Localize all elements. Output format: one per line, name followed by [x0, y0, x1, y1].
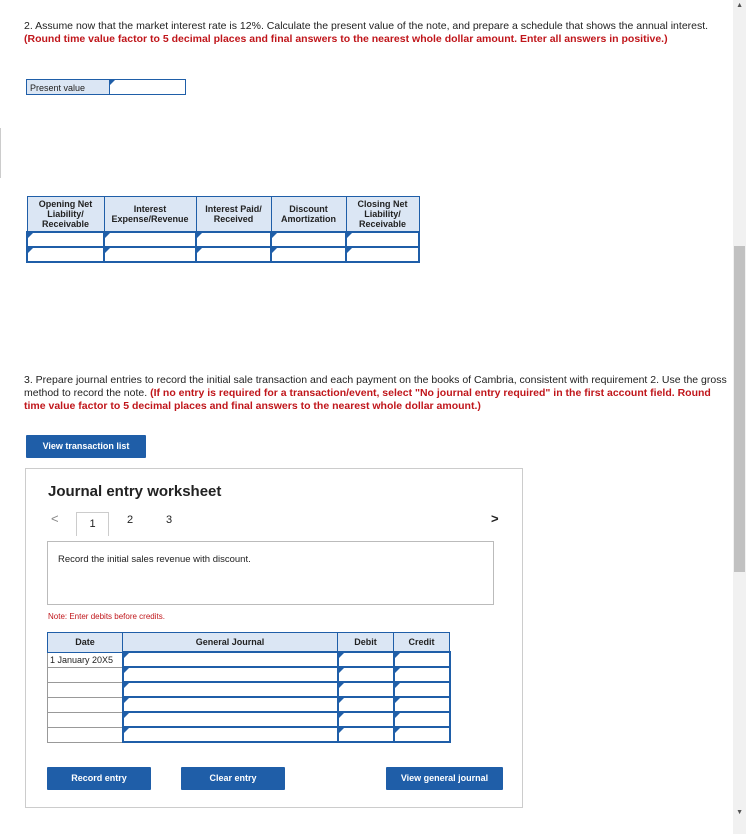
input-marker-icon	[197, 233, 202, 238]
input-marker-icon	[395, 653, 400, 658]
question-3-text: 3. Prepare journal entries to record the initial sale transaction and each payment on the books of Cambria, consistent with requirement 2. Use the gross method to record the note.	[24, 374, 727, 399]
schedule-cell[interactable]	[346, 232, 419, 247]
input-marker-icon	[124, 728, 129, 733]
input-marker-icon	[124, 653, 129, 658]
credit-input[interactable]	[394, 652, 450, 667]
schedule-cell[interactable]	[104, 247, 196, 262]
question-2-instruction: (Round time value factor to 5 decimal places and final answers to the nearest whole dollar amount. Enter all answers in positive.)	[24, 33, 668, 45]
input-marker-icon	[347, 248, 352, 253]
present-value-input[interactable]	[109, 79, 186, 95]
input-marker-icon	[395, 668, 400, 673]
question-3	[24, 374, 729, 413]
page-tab-2[interactable]: 2	[127, 514, 134, 526]
input-marker-icon	[339, 698, 344, 703]
debit-input[interactable]	[338, 682, 394, 697]
schedule-header-discount: Discount Amortization	[271, 197, 346, 233]
prev-page-icon[interactable]: <	[51, 511, 59, 526]
table-row	[48, 652, 450, 667]
vertical-scrollbar[interactable]	[733, 0, 746, 834]
input-marker-icon	[28, 248, 33, 253]
table-row	[48, 697, 450, 712]
schedule-cell[interactable]	[104, 232, 196, 247]
schedule-header-paid: Interest Paid/ Received	[196, 197, 271, 233]
debit-input[interactable]	[338, 697, 394, 712]
scroll-up-icon[interactable]: ▲	[736, 2, 743, 9]
next-page-icon[interactable]: >	[491, 511, 499, 526]
input-marker-icon	[105, 233, 110, 238]
view-general-journal-button[interactable]: View general journal	[386, 767, 503, 790]
input-marker-icon	[339, 713, 344, 718]
account-select[interactable]	[123, 727, 338, 742]
credit-input[interactable]	[394, 667, 450, 682]
column-header-debit: Debit	[338, 633, 394, 653]
credit-input[interactable]	[394, 727, 450, 742]
account-select[interactable]	[123, 682, 338, 697]
debit-input[interactable]	[338, 712, 394, 727]
table-row	[27, 232, 419, 247]
column-header-credit: Credit	[394, 633, 450, 653]
input-marker-icon	[28, 233, 33, 238]
interest-schedule-table	[26, 196, 420, 263]
table-row	[48, 667, 450, 682]
input-marker-icon	[339, 683, 344, 688]
date-cell	[48, 697, 123, 712]
input-marker-icon	[339, 728, 344, 733]
account-select[interactable]	[123, 667, 338, 682]
input-marker-icon	[124, 713, 129, 718]
worksheet-title: Journal entry worksheet	[48, 483, 222, 500]
input-marker-icon	[339, 668, 344, 673]
entry-note: Note: Enter debits before credits.	[48, 612, 165, 621]
view-transaction-list-button[interactable]: View transaction list	[26, 435, 146, 458]
input-marker-icon	[395, 728, 400, 733]
schedule-cell[interactable]	[27, 247, 104, 262]
schedule-cell[interactable]	[346, 247, 419, 262]
credit-input[interactable]	[394, 697, 450, 712]
credit-input[interactable]	[394, 682, 450, 697]
record-entry-button[interactable]: Record entry	[47, 767, 151, 790]
question-2-text: 2. Assume now that the market interest rate is 12%. Calculate the present value of the note, and prepare a schedule that shows the annual interest.	[24, 20, 709, 32]
input-marker-icon	[105, 248, 110, 253]
debit-input[interactable]	[338, 667, 394, 682]
schedule-cell[interactable]	[271, 247, 346, 262]
schedule-header-interest: Interest Expense/Revenue	[104, 197, 196, 233]
column-header-date: Date	[48, 633, 123, 653]
journal-entry-worksheet	[25, 468, 523, 808]
date-cell	[48, 712, 123, 727]
date-cell	[48, 667, 123, 682]
account-select[interactable]	[123, 712, 338, 727]
date-cell	[48, 682, 123, 697]
schedule-cell[interactable]	[27, 232, 104, 247]
date-cell: 1 January 20X5	[48, 652, 123, 667]
entry-description: Record the initial sales revenue with discount.	[47, 541, 494, 605]
page-tab-3[interactable]: 3	[166, 514, 173, 526]
page-tab-1[interactable]: 1	[76, 512, 109, 536]
schedule-cell[interactable]	[196, 232, 271, 247]
table-row	[48, 712, 450, 727]
schedule-cell[interactable]	[196, 247, 271, 262]
table-row	[27, 247, 419, 262]
table-row	[48, 727, 450, 742]
present-value-label: Present value	[26, 79, 110, 95]
input-marker-icon	[124, 683, 129, 688]
schedule-header-closing: Closing Net Liability/ Receivable	[346, 197, 419, 233]
table-row	[48, 682, 450, 697]
clear-entry-button[interactable]: Clear entry	[181, 767, 285, 790]
input-marker-icon	[272, 233, 277, 238]
debit-input[interactable]	[338, 652, 394, 667]
divider	[0, 128, 5, 178]
debit-input[interactable]	[338, 727, 394, 742]
scroll-down-icon[interactable]: ▼	[736, 809, 743, 816]
journal-table	[47, 632, 451, 743]
scrollbar-thumb[interactable]	[734, 246, 745, 572]
credit-input[interactable]	[394, 712, 450, 727]
input-marker-icon	[110, 80, 115, 85]
input-marker-icon	[272, 248, 277, 253]
input-marker-icon	[197, 248, 202, 253]
account-select[interactable]	[123, 697, 338, 712]
date-cell	[48, 727, 123, 742]
input-marker-icon	[124, 668, 129, 673]
input-marker-icon	[395, 683, 400, 688]
schedule-header-opening: Opening Net Liability/ Receivable	[27, 197, 104, 233]
column-header-general-journal: General Journal	[123, 633, 338, 653]
account-select[interactable]	[123, 652, 338, 667]
input-marker-icon	[339, 653, 344, 658]
question-3-instruction: (If no entry is required for a transaction/event, select "No journal entry required" in the first account field. Round time value factor to 5 decimal places and final answers to the nearest whole dollar amount.)	[24, 387, 711, 412]
schedule-cell[interactable]	[271, 232, 346, 247]
input-marker-icon	[395, 713, 400, 718]
question-2	[24, 20, 714, 46]
input-marker-icon	[395, 698, 400, 703]
input-marker-icon	[124, 698, 129, 703]
input-marker-icon	[347, 233, 352, 238]
